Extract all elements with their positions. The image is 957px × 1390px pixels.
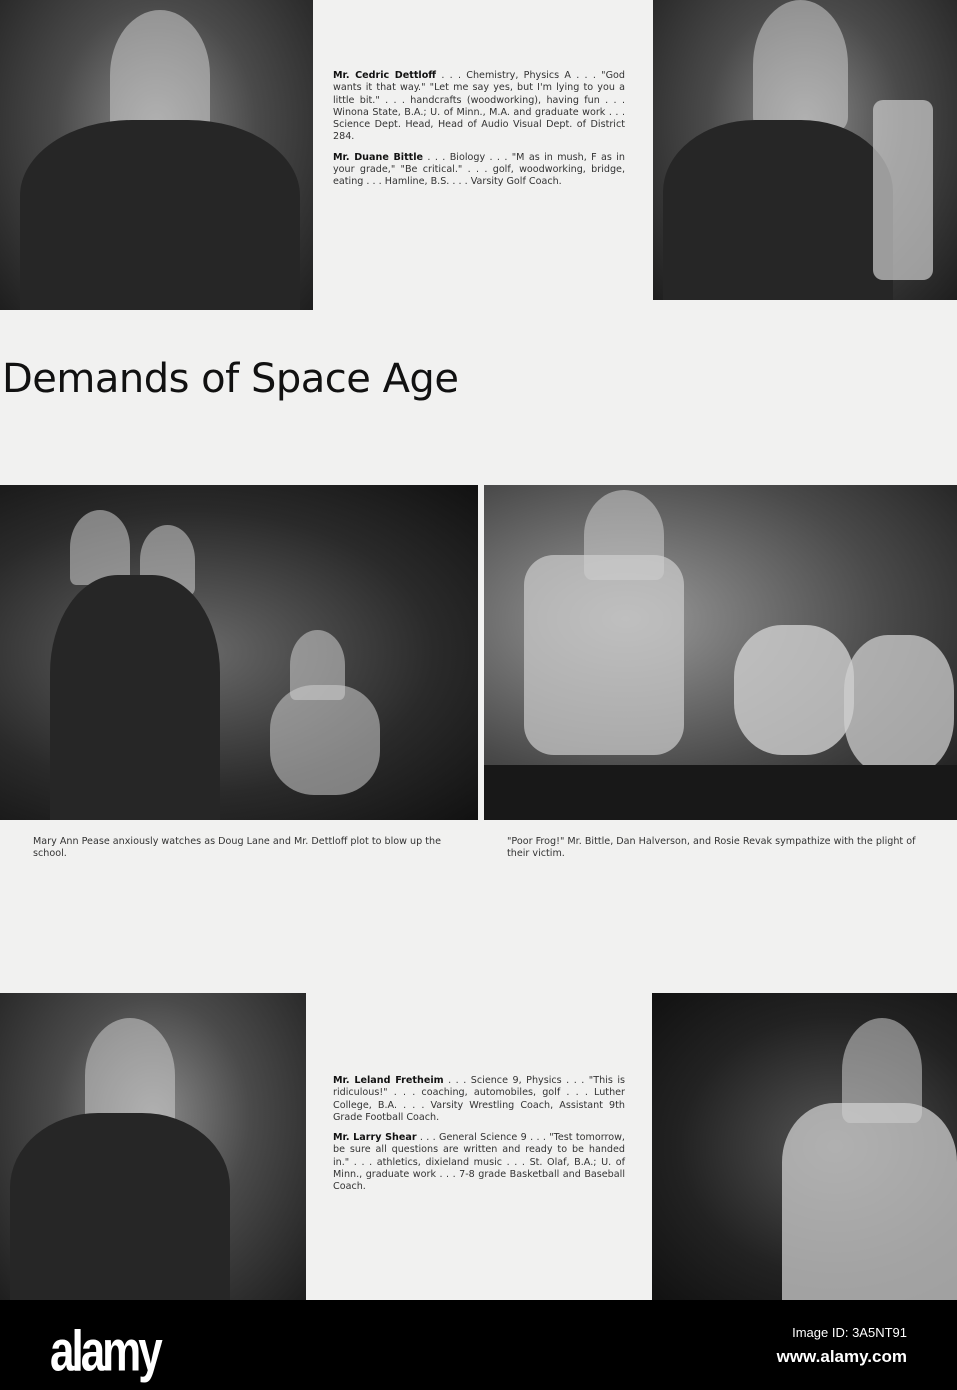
photo-leland-fretheim xyxy=(0,993,306,1300)
image-id: Image ID: 3A5NT91 xyxy=(792,1325,907,1340)
alamy-logo: alamy xyxy=(50,1320,160,1384)
photo-chemistry-lab xyxy=(0,485,478,820)
bio-bittle: Mr. Duane Bittle . . . Biology . . . "M as in mush, F as in your grade," "Be critical." . . . golf, woodworking, bridge, eating . . . Hamline, B.S. . . . Varsity Golf Coach. xyxy=(333,151,626,188)
bio-block-bottom xyxy=(333,1075,625,1202)
watermark-footer xyxy=(0,1300,957,1390)
bio-block-top xyxy=(333,70,625,197)
page-title: Demands of Space Age xyxy=(2,356,459,402)
photo-larry-shear xyxy=(652,993,957,1300)
site-url: www.alamy.com xyxy=(776,1347,907,1366)
caption-left: Mary Ann Pease anxiously watches as Doug Lane and Mr. Dettloff plot to blow up the school. xyxy=(33,836,442,860)
photo-biology-frog xyxy=(484,485,957,820)
photo-cedric-dettloff xyxy=(0,0,313,310)
caption-right: "Poor Frog!" Mr. Bittle, Dan Halverson, and Rosie Revak sympathize with the plight of their victim. xyxy=(507,836,916,860)
bio-dettloff: Mr. Cedric Dettloff . . . Chemistry, Physics A . . . "God wants it that way." "Let me say yes, but I'm lying to you a little bit." . . . handcrafts (woodworking), having fun . . . Winona State, B.A.; U. of Minn., M.A. and graduate work . . . Science Dept. Head, Head of Audio Visual Dept. of District 284. xyxy=(333,70,625,143)
bio-shear: Mr. Larry Shear . . . General Science 9 . . . "Test tomorrow, be sure all questions are written and ready to be handed in." . . . athletics, dixieland music . . . St. Olaf, B.A.; U. of Minn., graduate work . . . 7-8 grade Basketball and Baseball Coach. xyxy=(333,1132,625,1193)
bio-fretheim: Mr. Leland Fretheim . . . Science 9, Physics . . . "This is ridiculous!" . . . coaching, automobiles, golf . . . Luther College, B.A. . . . Varsity Wrestling Coach, Assistant 9th Grade Football Coach. xyxy=(333,1075,625,1123)
photo-duane-bittle xyxy=(653,0,957,300)
